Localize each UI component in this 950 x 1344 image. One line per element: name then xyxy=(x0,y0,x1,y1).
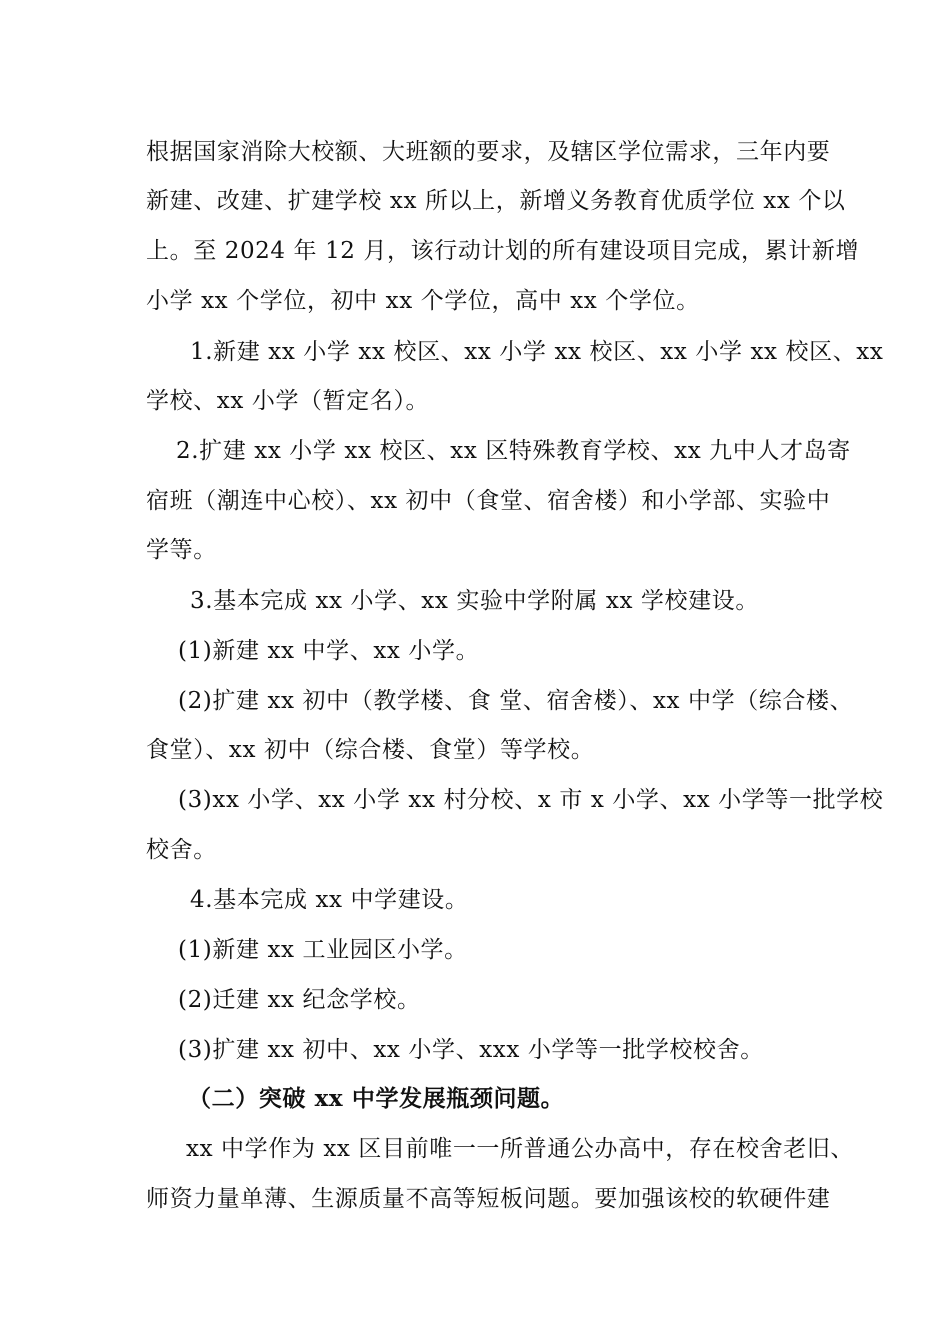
sub-item: (2)迁建 xx 纪念学校。 xyxy=(178,987,421,1013)
paragraph-line: 上。至 2024 年 12 月，该行动计划的所有建设项目完成，累计新增 xyxy=(146,238,860,264)
paragraph-line: 学校、xx 小学（暂定名）。 xyxy=(146,388,430,414)
paragraph-line: 学等。 xyxy=(146,537,217,563)
paragraph-line: xx 中学作为 xx 区目前唯一一所普通公办高中，存在校舍老旧、 xyxy=(186,1136,855,1162)
paragraph-line: 校舍。 xyxy=(146,837,217,863)
sub-item: (1)新建 xx 工业园区小学。 xyxy=(178,937,468,963)
list-item-2: 2.扩建 xx 小学 xx 校区、xx 区特殊教育学校、xx 九中人才岛寄 xyxy=(176,438,851,464)
paragraph-line: 小学 xx 个学位，初中 xx 个学位，高中 xx 个学位。 xyxy=(146,288,700,314)
sub-item: (3)xx 小学、xx 小学 xx 村分校、x 市 x 小学、xx 小学等一批学校 xyxy=(178,787,884,813)
paragraph-line: 宿班（潮连中心校）、xx 初中（食堂、宿舍楼）和小学部、实验中 xyxy=(146,488,831,514)
sub-item: (3)扩建 xx 初中、xx 小学、xxx 小学等一批学校校舍。 xyxy=(178,1037,764,1063)
list-item-3: 3.基本完成 xx 小学、xx 实验中学附属 xx 学校建设。 xyxy=(190,588,759,614)
paragraph-line: 新建、改建、扩建学校 xx 所以上，新增义务教育优质学位 xx 个以 xyxy=(146,188,846,214)
section-heading: （二）突破 xx 中学发展瓶颈问题。 xyxy=(188,1085,565,1112)
paragraph-line: 师资力量单薄、生源质量不高等短板问题。要加强该校的软硬件建 xyxy=(146,1186,831,1212)
list-item-4: 4.基本完成 xx 中学建设。 xyxy=(190,887,469,913)
paragraph-line: 根据国家消除大校额、大班额的要求，及辖区学位需求，三年内要 xyxy=(146,139,831,165)
sub-item: (1)新建 xx 中学、xx 小学。 xyxy=(178,638,480,664)
sub-item: (2)扩建 xx 初中（教学楼、食 堂、宿舍楼）、xx 中学（综合楼、 xyxy=(178,688,854,714)
paragraph-line: 食堂）、xx 初中（综合楼、食堂）等学校。 xyxy=(146,737,595,763)
list-item-1: 1.新建 xx 小学 xx 校区、xx 小学 xx 校区、xx 小学 xx 校区、xx xyxy=(190,339,884,365)
